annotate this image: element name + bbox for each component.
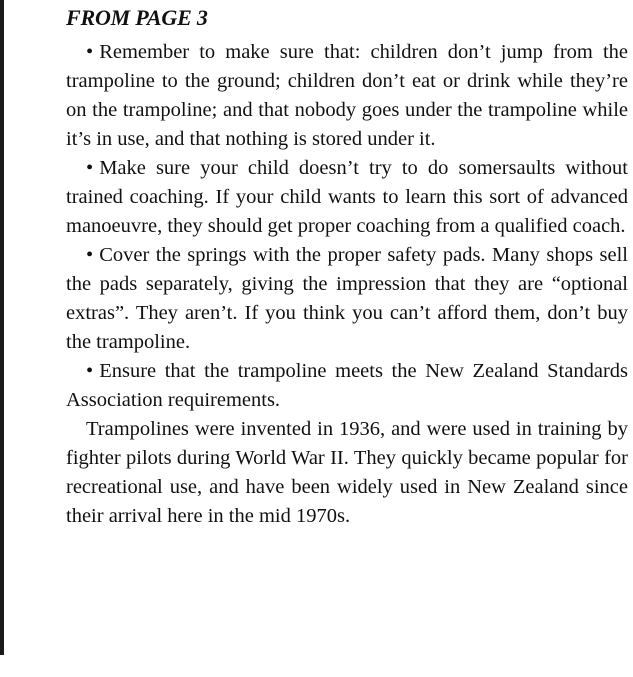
article-column: [66, 4, 628, 531]
bullet-paragraph: • Ensure that the trampoline meets the New Zealand Standards Association requirements.: [66, 357, 628, 415]
bullet-paragraph: • Remember to make sure that: children don’t jump from the trampoline to the ground; children don’t eat or drink while they’re on the trampoline; and that nobody goes under the trampoline while it’s in use, and that nothing is stored under it.: [66, 38, 628, 154]
continuation-heading: FROM PAGE 3: [66, 5, 208, 30]
bullet-paragraph: • Make sure your child doesn’t try to do somersaults without trained coaching. If your child wants to learn this sort of advanced manoeuvre, they should get proper coaching from a qualified coach.: [66, 154, 628, 241]
closing-paragraph: Trampolines were invented in 1936, and were used in training by fighter pilots during World War II. They quickly became popular for recreational use, and have been widely used in New Zealand since their arrival here in the mid 1970s.: [66, 418, 628, 527]
bullet-paragraph: • Cover the springs with the proper safety pads. Many shops sell the pads separately, giving the impression that they are “optional extras”. They aren’t. If you think you can’t afford them, don’t buy the trampoline.: [66, 241, 628, 357]
column-rule: [0, 0, 4, 655]
